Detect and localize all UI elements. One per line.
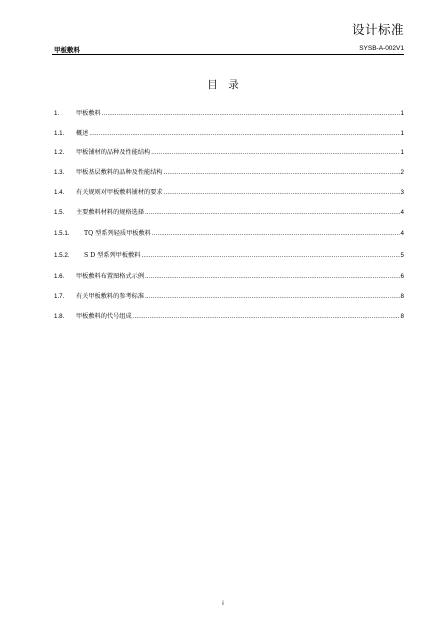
- toc-entry-title: 有关规则对甲板敷料铺材的要求: [76, 189, 163, 196]
- header-document-code: SYSB-A-002V1: [359, 45, 404, 52]
- toc-entry-page: 4: [400, 209, 404, 216]
- toc-entry[interactable]: [54, 229, 404, 239]
- toc-entry-number: 1.1.: [54, 130, 65, 137]
- toc-entry-title: S D 型系列甲板敷料: [84, 252, 141, 259]
- toc-entry-title: 甲板基层敷料的品种及性能结构: [76, 169, 163, 176]
- toc-leader-dots: [133, 312, 400, 322]
- toc-leader-dots: [164, 168, 400, 178]
- toc-entry-number: 1.5.1.: [54, 230, 70, 237]
- toc-entry-title: TQ 型系列轻质甲板敷料: [84, 230, 151, 237]
- toc-entry[interactable]: [54, 292, 404, 302]
- toc-entry[interactable]: [54, 129, 404, 139]
- toc-leader-dots: [141, 251, 399, 261]
- toc-entry-number: 1.2.: [54, 149, 65, 156]
- toc-entry-number: 1.4.: [54, 189, 65, 196]
- toc-leader-dots: [145, 292, 399, 302]
- toc-entry[interactable]: [54, 188, 404, 198]
- toc-leader-dots: [102, 109, 400, 119]
- toc-entry-number: 1.3.: [54, 169, 65, 176]
- toc-entry-page: 5: [400, 252, 404, 259]
- toc-entry-title: 甲板敷料布置图格式示例: [76, 273, 145, 280]
- toc-entry-title: 主要敷料材料的规格选择: [76, 209, 145, 216]
- toc-entry-title: 甲板铺材的品种及性能结构: [76, 149, 151, 156]
- toc-entry[interactable]: [54, 251, 404, 261]
- document-type-title: 设计标准: [351, 22, 404, 37]
- toc-entry-page: 1: [400, 149, 404, 156]
- toc-entry[interactable]: [54, 272, 404, 282]
- toc-entry-number: 1.5.2.: [54, 252, 70, 259]
- toc-leader-dots: [152, 229, 400, 239]
- toc-entry-page: 4: [400, 230, 404, 237]
- toc-entry-page: 1: [400, 110, 404, 117]
- toc-entry-number: 1.7.: [54, 293, 65, 300]
- toc-entry-page: 8: [400, 313, 404, 320]
- toc-entry-number: 1.5.: [54, 209, 65, 216]
- toc-title: 目 录: [207, 79, 239, 91]
- toc-leader-dots: [164, 188, 400, 198]
- toc-entry[interactable]: [54, 109, 404, 119]
- header-section-name: 甲板敷料: [54, 47, 80, 54]
- toc-entry-title: 有关甲板敷料的参考标准: [76, 293, 145, 300]
- toc-entry-number: 1.6.: [54, 273, 65, 280]
- toc-entry-number: 1.: [54, 110, 60, 117]
- toc-entry-number: 1.8.: [54, 313, 65, 320]
- toc-entry-title: 甲板敷料的代号组成: [76, 313, 132, 320]
- toc-leader-dots: [145, 208, 399, 218]
- header-divider: [52, 54, 404, 55]
- toc-entry[interactable]: [54, 148, 404, 158]
- toc-entry-title: 概述: [76, 130, 89, 137]
- toc-entry-page: 8: [400, 293, 404, 300]
- toc-entry[interactable]: [54, 312, 404, 322]
- footer-page-number: i: [222, 600, 224, 607]
- toc-entry-title: 甲板敷料: [76, 110, 101, 117]
- toc-entry-page: 1: [400, 130, 404, 137]
- toc-leader-dots: [145, 272, 399, 282]
- toc-entry-page: 2: [400, 169, 404, 176]
- toc-entry[interactable]: [54, 168, 404, 178]
- toc-entry[interactable]: [54, 208, 404, 218]
- toc-leader-dots: [151, 148, 399, 158]
- toc-leader-dots: [89, 129, 399, 139]
- toc-entry-page: 6: [400, 273, 404, 280]
- toc-entry-page: 3: [400, 189, 404, 196]
